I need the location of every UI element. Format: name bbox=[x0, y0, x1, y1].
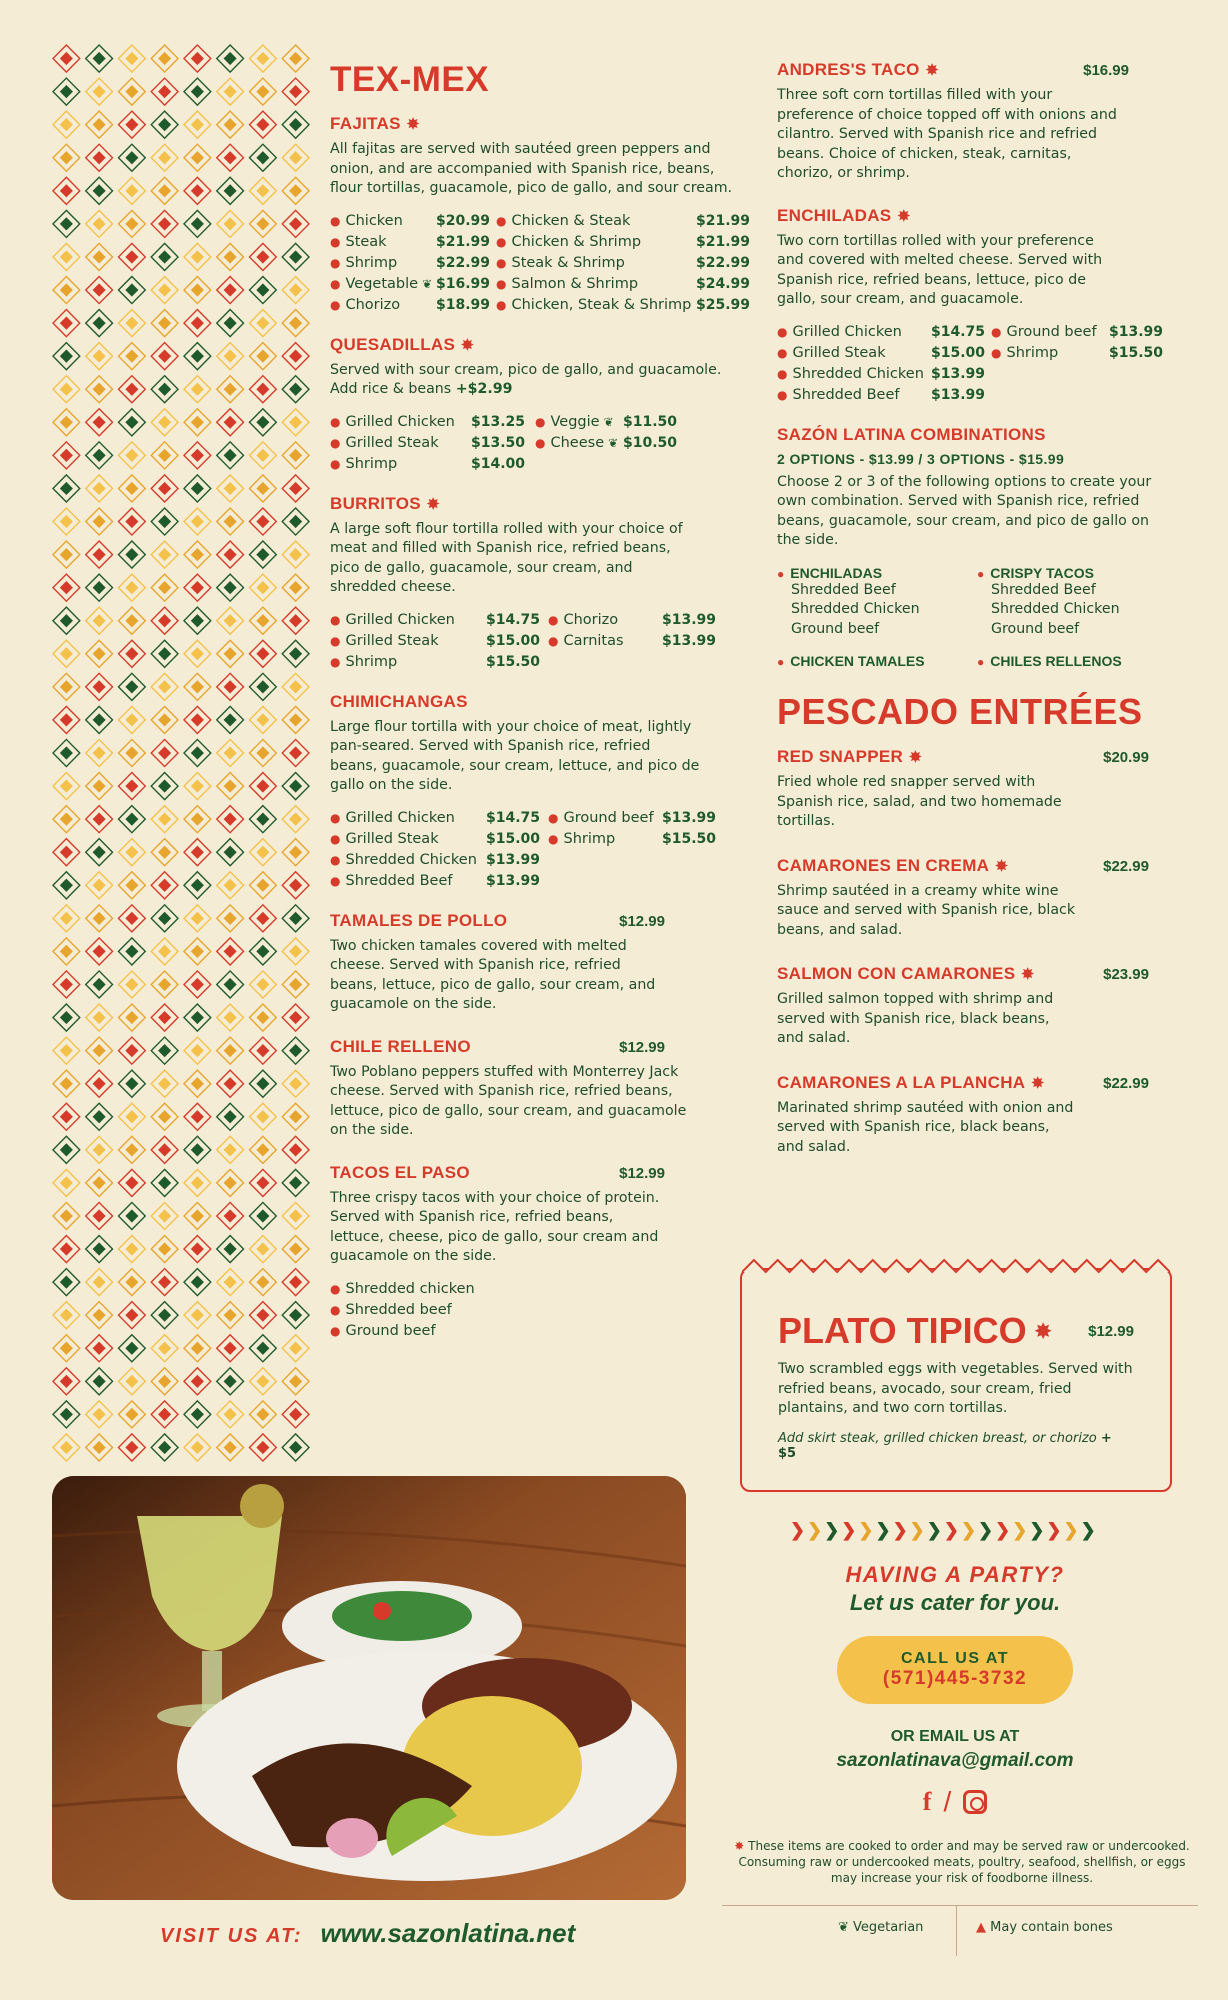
chimichangas-desc: Large flour tortilla with your choice of meat, lightly pan-seared. Served with Spanish rice, refried beans, guacamole, sour cream, lettuce, and pico de gallo on the side. bbox=[330, 718, 700, 793]
combo-rellenos-label: CHILES RELLENOS bbox=[990, 653, 1122, 669]
chevron-icon: ❯ bbox=[1063, 1520, 1079, 1540]
quesadillas-options bbox=[330, 414, 750, 472]
plato-add-text: Add skirt steak, grilled chicken breast, or chorizo bbox=[778, 1430, 1097, 1446]
bullet-icon: ● bbox=[496, 255, 507, 270]
tacos-el-paso-options bbox=[330, 1281, 665, 1339]
bullet-icon: ● bbox=[991, 345, 1002, 360]
combo-sub-item: Shredded Chicken bbox=[791, 601, 920, 617]
menu-option bbox=[330, 852, 540, 868]
menu-option bbox=[330, 234, 490, 250]
bullet-icon: ● bbox=[330, 276, 341, 291]
chevron-icon: ❯ bbox=[1046, 1520, 1062, 1540]
divider: / bbox=[943, 1786, 952, 1817]
option-name: Chorizo bbox=[563, 611, 619, 628]
bullet-icon: ● bbox=[977, 655, 985, 669]
combo-sub-item: Ground beef bbox=[791, 620, 880, 637]
pescado-price: $22.99 bbox=[1103, 857, 1149, 875]
enchiladas-section bbox=[777, 206, 1177, 403]
option-name: Steak & Shrimp bbox=[511, 254, 625, 271]
disclaimer bbox=[730, 1838, 1194, 1886]
cooked-to-order-icon: ✸ bbox=[1034, 1320, 1052, 1343]
option-name: Shrimp bbox=[345, 455, 398, 472]
option-name: Shrimp bbox=[1006, 344, 1059, 361]
menu-option bbox=[330, 435, 525, 451]
tamales-section bbox=[330, 911, 665, 1015]
bullet-icon: ● bbox=[330, 1323, 341, 1338]
food-photo bbox=[52, 1476, 686, 1900]
option-name: Grilled Chicken bbox=[345, 611, 455, 628]
bullet-icon: ● bbox=[977, 566, 985, 581]
burritos-options bbox=[330, 612, 750, 670]
email-link[interactable]: sazonlatinava@gmail.com bbox=[836, 1750, 1074, 1771]
menu-option bbox=[330, 810, 540, 826]
option-price: $13.99 bbox=[930, 365, 985, 382]
option-price: $13.99 bbox=[485, 851, 540, 868]
menu-option bbox=[330, 633, 540, 649]
leaf-icon: ❦ bbox=[838, 1920, 849, 1935]
bullet-icon: ● bbox=[535, 435, 546, 450]
combinations-section bbox=[777, 425, 1177, 670]
option-name: Shredded beef bbox=[345, 1301, 452, 1318]
option-price: $13.99 bbox=[930, 386, 985, 403]
bullet-icon: ● bbox=[330, 633, 341, 648]
option-price: $15.00 bbox=[485, 830, 540, 847]
chevron-icon: ❯ bbox=[807, 1520, 823, 1540]
tacos-el-paso-price: $12.99 bbox=[619, 1164, 665, 1182]
chile-relleno-section bbox=[330, 1036, 687, 1141]
bullet-icon: ● bbox=[548, 633, 559, 648]
pescado-price: $20.99 bbox=[1103, 749, 1149, 766]
option-price: $13.99 bbox=[661, 809, 716, 826]
option-price: $16.99 bbox=[435, 275, 490, 292]
combo-tamales-label: CHICKEN TAMALES bbox=[790, 653, 925, 669]
option-name: Grilled Chicken bbox=[345, 413, 455, 430]
tacos-el-paso-section bbox=[330, 1163, 665, 1339]
quesadillas-desc: Served with sour cream, pico de gallo, and guacamole. Add rice & beans bbox=[330, 361, 722, 397]
legend-divider bbox=[956, 1906, 957, 1956]
cooked-to-order-icon: ✸ bbox=[1031, 1074, 1045, 1092]
call-button[interactable] bbox=[837, 1636, 1073, 1704]
combinations-options bbox=[777, 565, 1177, 670]
chile-relleno-title: CHILE RELLENO bbox=[330, 1036, 471, 1056]
option-price: $22.99 bbox=[695, 254, 750, 271]
bullet-icon: ● bbox=[330, 612, 341, 627]
burritos-section bbox=[330, 494, 750, 670]
option-name: Chicken bbox=[345, 212, 403, 229]
pescado-desc: Fried whole red snapper served with Spanish rice, salad, and two homemade tortillas. bbox=[777, 774, 1062, 829]
option-price: $20.99 bbox=[435, 212, 490, 229]
pescado-heading: PESCADO ENTRÉES bbox=[777, 691, 1143, 732]
fajitas-options bbox=[330, 213, 750, 313]
pescado-title: CAMARONES A LA PLANCHA bbox=[777, 1072, 1026, 1092]
chevron-icon: ❯ bbox=[943, 1520, 959, 1540]
option-name: Shredded Beef bbox=[792, 386, 900, 403]
chevron-icon: ❯ bbox=[960, 1520, 977, 1540]
chevron-icon: ❯ bbox=[1029, 1520, 1045, 1540]
option-name: Shrimp bbox=[345, 254, 398, 271]
bullet-icon: ● bbox=[330, 852, 341, 867]
option-price: $25.99 bbox=[695, 296, 750, 313]
combo-enchiladas bbox=[777, 565, 977, 640]
bullet-icon: ● bbox=[330, 1281, 341, 1296]
footer-visit bbox=[160, 1918, 575, 1949]
plato-title: PLATO TIPICO bbox=[778, 1310, 1027, 1351]
bullet-icon: ● bbox=[330, 213, 341, 228]
menu-option bbox=[991, 345, 1163, 361]
quesadillas-add-price: +$2.99 bbox=[455, 381, 513, 397]
menu-option bbox=[330, 1302, 665, 1318]
menu-option bbox=[496, 276, 750, 292]
menu-option bbox=[330, 831, 540, 847]
disclaimer-text: These items are cooked to order and may be served raw or undercooked. Consuming raw or undercooked meats, poultry, seafood, shellfish, or eggs may increase your risk of foodborne illness. bbox=[738, 1839, 1190, 1885]
bullet-icon: ● bbox=[496, 234, 507, 249]
option-name: Shrimp bbox=[345, 653, 398, 670]
chevron-icon: ❯ bbox=[841, 1520, 857, 1540]
menu-option bbox=[330, 654, 540, 670]
plato-desc: Two scrambled eggs with vegetables. Served with refried beans, avocado, sour cream, fried plantains, and two corn tortillas. bbox=[778, 1361, 1133, 1416]
chevron-icon: ❯ bbox=[1012, 1520, 1028, 1540]
phone-number[interactable]: (571)445-3732 bbox=[882, 1668, 1028, 1689]
decorative-pattern bbox=[50, 42, 312, 1464]
option-price: $22.99 bbox=[435, 254, 490, 271]
plato-add-price: + $5 bbox=[778, 1430, 1112, 1461]
menu-option bbox=[548, 810, 716, 826]
pescado-item bbox=[777, 1073, 1149, 1158]
leaf-icon: ❦ bbox=[608, 435, 619, 450]
bullet-icon: ● bbox=[496, 276, 507, 291]
bullet-icon: ● bbox=[330, 831, 341, 846]
bullet-icon: ● bbox=[330, 234, 341, 249]
option-name: Shredded Chicken bbox=[792, 365, 924, 382]
menu-option bbox=[330, 276, 490, 292]
combinations-pricing: 2 OPTIONS - $13.99 / 3 OPTIONS - $15.99 bbox=[777, 450, 1065, 467]
tacos-el-paso-title: TACOS EL PASO bbox=[330, 1162, 470, 1182]
menu-option bbox=[330, 213, 490, 229]
bullet-icon: ● bbox=[330, 297, 341, 312]
option-name: Chicken, Steak & Shrimp bbox=[511, 296, 692, 313]
option-name: Shredded Chicken bbox=[345, 851, 477, 868]
burritos-title: BURRITOS bbox=[330, 493, 421, 513]
menu-option bbox=[330, 414, 525, 430]
burritos-desc: A large soft flour tortilla rolled with your choice of meat and filled with Spanish rice, refried beans, pico de gallo, guacamole, sour cream, and shredded cheese. bbox=[330, 520, 683, 595]
chevron-icon: ❯ bbox=[978, 1520, 994, 1540]
bullet-icon: ● bbox=[535, 414, 546, 429]
email-label: OR EMAIL US AT bbox=[890, 1728, 1020, 1745]
chimichangas-title: CHIMICHANGAS bbox=[330, 691, 468, 711]
warning-triangle-icon: ▲ bbox=[976, 1920, 986, 1935]
option-price: $18.99 bbox=[435, 296, 490, 313]
combo-crispy-tacos bbox=[977, 565, 1177, 640]
chevron-icon: ❯ bbox=[790, 1520, 806, 1540]
menu-option bbox=[777, 387, 985, 403]
cooked-to-order-icon: ✸ bbox=[426, 495, 440, 513]
bullet-icon: ● bbox=[548, 831, 559, 846]
chevron-icon: ❯ bbox=[824, 1520, 840, 1540]
bullet-icon: ● bbox=[330, 810, 341, 825]
leaf-icon: ❦ bbox=[422, 276, 433, 291]
tex-mex-heading: TEX-MEX bbox=[330, 60, 490, 99]
menu-option bbox=[496, 297, 750, 313]
facebook-icon[interactable]: f bbox=[922, 1787, 932, 1816]
option-name: Grilled Chicken bbox=[345, 809, 455, 826]
pescado-item bbox=[777, 747, 1149, 832]
bullet-icon: ● bbox=[330, 414, 341, 429]
bullet-icon: ● bbox=[777, 345, 788, 360]
instagram-icon[interactable] bbox=[963, 1790, 987, 1814]
option-price: $14.75 bbox=[485, 809, 540, 826]
option-name: Shredded Beef bbox=[345, 872, 453, 889]
option-price: $24.99 bbox=[695, 275, 750, 292]
combo-sub-item: Shredded Beef bbox=[791, 581, 896, 598]
menu-option bbox=[548, 831, 716, 847]
option-name: Shrimp bbox=[563, 830, 616, 847]
quesadillas-title: QUESADILLAS bbox=[330, 334, 456, 354]
option-name: Veggie bbox=[550, 413, 600, 430]
legend-vegetarian: Vegetarian bbox=[853, 1920, 924, 1935]
bullet-icon: ● bbox=[330, 435, 341, 450]
tex-mex-column bbox=[330, 60, 750, 1361]
enchiladas-desc: Two corn tortillas rolled with your preference and covered with melted cheese. Served with Spanish rice, refried beans, lettuce, pico de gallo, sour cream, and guacamole. bbox=[777, 232, 1103, 307]
option-price: $13.99 bbox=[485, 872, 540, 889]
menu-option bbox=[330, 612, 540, 628]
social-links bbox=[780, 1786, 1130, 1818]
chevron-icon: ❯ bbox=[995, 1520, 1011, 1540]
chile-relleno-desc: Two Poblano peppers stuffed with Monterrey Jack cheese. Served with Spanish rice, refried beans, lettuce, pico de gallo, sour cream, and guacamole on the side. bbox=[330, 1063, 687, 1138]
menu-option bbox=[777, 324, 985, 340]
menu-option bbox=[535, 414, 677, 430]
combo-sub-item: Ground beef bbox=[991, 620, 1080, 637]
andres-taco-section bbox=[777, 60, 1129, 184]
option-price: $15.00 bbox=[930, 344, 985, 361]
andres-taco-price: $16.99 bbox=[1083, 62, 1129, 79]
plato-tipico-box bbox=[740, 1268, 1172, 1492]
option-price: $11.50 bbox=[622, 413, 677, 430]
cooked-to-order-icon: ✸ bbox=[995, 857, 1009, 875]
option-name: Grilled Steak bbox=[345, 632, 439, 649]
pescado-price: $23.99 bbox=[1103, 966, 1149, 983]
plato-price: $12.99 bbox=[1088, 1322, 1134, 1340]
chevron-divider bbox=[790, 1520, 1120, 1540]
bullet-icon: ● bbox=[991, 324, 1002, 339]
menu-option bbox=[535, 435, 677, 451]
menu-option bbox=[330, 456, 525, 472]
menu-option bbox=[496, 213, 750, 229]
legend bbox=[722, 1905, 1198, 1955]
option-name: Steak bbox=[345, 233, 387, 250]
cooked-to-order-icon: ✸ bbox=[734, 1839, 745, 1853]
bullet-icon: ● bbox=[777, 655, 785, 669]
option-price: $13.50 bbox=[470, 434, 525, 451]
option-name: Shredded chicken bbox=[345, 1280, 475, 1297]
option-price: $15.50 bbox=[485, 653, 540, 670]
combo-enchiladas-label: ENCHILADAS bbox=[790, 564, 883, 581]
bullet-icon: ● bbox=[548, 810, 559, 825]
menu-option bbox=[330, 873, 540, 889]
option-price: $13.99 bbox=[661, 611, 716, 628]
chimichangas-options bbox=[330, 810, 750, 889]
bullet-icon: ● bbox=[777, 387, 788, 402]
pescado-items bbox=[777, 747, 1177, 1157]
menu-option bbox=[496, 255, 750, 271]
option-price: $21.99 bbox=[695, 212, 750, 229]
option-price: $21.99 bbox=[435, 233, 490, 250]
tacos-el-paso-desc: Three crispy tacos with your choice of protein. Served with Spanish rice, refried beans, lettuce, cheese, pico de gallo, sour cream and guacamole on the side. bbox=[330, 1189, 660, 1264]
option-name: Grilled Chicken bbox=[792, 323, 902, 340]
bullet-icon: ● bbox=[496, 297, 507, 312]
chimichangas-section bbox=[330, 692, 750, 889]
menu-option bbox=[330, 1323, 665, 1339]
party-subtitle: Let us cater for you. bbox=[849, 1590, 1061, 1615]
cooked-to-order-icon: ✸ bbox=[897, 207, 911, 225]
combinations-title: SAZÓN LATINA COMBINATIONS bbox=[777, 424, 1046, 444]
menu-option bbox=[777, 366, 985, 382]
menu-option bbox=[496, 234, 750, 250]
option-name: Cheese bbox=[550, 434, 605, 451]
option-name: Salmon & Shrimp bbox=[511, 275, 639, 292]
chevron-icon: ❯ bbox=[875, 1520, 891, 1540]
pescado-desc: Shrimp sautéed in a creamy white wine sauce and served with Spanish rice, black beans, and salad. bbox=[777, 882, 1076, 938]
combo-chicken-tamales bbox=[777, 653, 977, 669]
bullet-icon: ● bbox=[330, 654, 341, 669]
option-price: $15.50 bbox=[661, 830, 716, 847]
leaf-icon: ❦ bbox=[603, 414, 614, 429]
combinations-desc: Choose 2 or 3 of the following options to create your own combination. Served with Spanish rice, refried beans, guacamole, sour cream, and pico de gallo on the side. bbox=[777, 473, 1152, 548]
menu-option bbox=[330, 297, 490, 313]
chevron-icon: ❯ bbox=[892, 1520, 908, 1540]
fajitas-section bbox=[330, 114, 750, 313]
chevron-icon: ❯ bbox=[1080, 1520, 1096, 1540]
cooked-to-order-icon: ✸ bbox=[1021, 966, 1035, 983]
quesadillas-section bbox=[330, 335, 750, 472]
andres-taco-title: ANDRES'S TACO bbox=[777, 60, 920, 79]
pescado-title: SALMON CON CAMARONES bbox=[777, 964, 1016, 983]
zigzag-border bbox=[742, 1258, 1170, 1278]
call-label: CALL US AT bbox=[900, 1650, 1010, 1667]
tamales-desc: Two chicken tamales covered with melted cheese. Served with Spanish rice, refried beans, lettuce, pico de gallo, sour cream, and guacamole on the side. bbox=[330, 937, 656, 1012]
option-price: $13.25 bbox=[470, 413, 525, 430]
bullet-icon: ● bbox=[330, 873, 341, 888]
option-price: $10.50 bbox=[622, 434, 677, 451]
option-price: $13.99 bbox=[1108, 323, 1163, 340]
option-price: $13.99 bbox=[661, 632, 716, 649]
option-name: Carnitas bbox=[563, 632, 624, 649]
chile-relleno-price: $12.99 bbox=[619, 1038, 665, 1056]
fajitas-desc: All fajitas are served with sautéed green peppers and onion, and are accompanied with Spanish rice, beans, flour tortillas, guacamole, pico de gallo, and sour cream. bbox=[330, 141, 733, 196]
option-name: Ground beef bbox=[345, 1322, 436, 1339]
bullet-icon: ● bbox=[330, 1302, 341, 1317]
fajitas-title: FAJITAS bbox=[330, 114, 401, 133]
enchiladas-title: ENCHILADAS bbox=[777, 205, 892, 225]
option-price: $15.50 bbox=[1108, 344, 1163, 361]
cooked-to-order-icon: ✸ bbox=[909, 749, 922, 766]
menu-option bbox=[548, 633, 716, 649]
bullet-icon: ● bbox=[548, 612, 559, 627]
combo-sub-item: Shredded Chicken bbox=[991, 601, 1120, 617]
option-price: $14.00 bbox=[470, 455, 525, 472]
cooked-to-order-icon: ✸ bbox=[461, 336, 475, 354]
option-price: $14.75 bbox=[930, 323, 985, 340]
bullet-icon: ● bbox=[777, 366, 788, 381]
visit-label: VISIT US AT: bbox=[160, 1925, 303, 1947]
option-name: Chicken & Steak bbox=[511, 212, 631, 229]
right-column bbox=[777, 60, 1177, 1181]
cooked-to-order-icon: ✸ bbox=[925, 62, 939, 79]
bullet-icon: ● bbox=[777, 324, 788, 339]
bullet-icon: ● bbox=[777, 566, 785, 581]
option-name: Ground beef bbox=[1006, 323, 1097, 340]
pescado-desc: Grilled salmon topped with shrimp and served with Spanish rice, black beans, and salad. bbox=[777, 991, 1054, 1046]
website-link[interactable]: www.sazonlatina.net bbox=[320, 1918, 576, 1948]
tamales-title: TAMALES DE POLLO bbox=[330, 910, 508, 930]
chevron-icon: ❯ bbox=[858, 1520, 874, 1540]
bullet-icon: ● bbox=[496, 213, 507, 228]
combo-sub-item: Shredded Beef bbox=[991, 581, 1096, 598]
option-name: Grilled Steak bbox=[345, 434, 439, 451]
option-name: Vegetable bbox=[345, 275, 419, 292]
pescado-title: RED SNAPPER bbox=[777, 747, 904, 766]
pescado-item bbox=[777, 964, 1149, 1049]
chevron-icon: ❯ bbox=[909, 1520, 925, 1540]
option-name: Grilled Steak bbox=[792, 344, 886, 361]
andres-taco-desc: Three soft corn tortillas filled with your preference of choice topped off with onions and cilantro. Served with Spanish rice and refried beans. Choice of chicken, steak, carnitas, chorizo, or shrimp. bbox=[777, 87, 1117, 181]
combo-chiles-rellenos bbox=[977, 653, 1177, 669]
bullet-icon: ● bbox=[330, 456, 341, 471]
party-title: HAVING A PARTY? bbox=[845, 1562, 1065, 1587]
pescado-item bbox=[777, 856, 1149, 941]
menu-option bbox=[991, 324, 1163, 340]
zigzag-line bbox=[742, 1260, 1170, 1272]
menu-option bbox=[777, 345, 985, 361]
option-name: Chicken & Shrimp bbox=[511, 233, 642, 250]
option-price: $21.99 bbox=[695, 233, 750, 250]
combo-crispy-label: CRISPY TACOS bbox=[990, 564, 1094, 581]
enchiladas-options bbox=[777, 324, 1177, 403]
option-price: $15.00 bbox=[485, 632, 540, 649]
option-name: Ground beef bbox=[563, 809, 654, 826]
option-name: Grilled Steak bbox=[345, 830, 439, 847]
pescado-title: CAMARONES EN CREMA bbox=[777, 855, 990, 875]
legend-bones: May contain bones bbox=[990, 1920, 1113, 1935]
pescado-price: $22.99 bbox=[1103, 1074, 1149, 1092]
option-name: Chorizo bbox=[345, 296, 401, 313]
menu-option bbox=[330, 1281, 665, 1297]
tamales-price: $12.99 bbox=[619, 912, 665, 930]
food-illustration bbox=[52, 1476, 686, 1900]
catering-section bbox=[780, 1562, 1130, 1818]
pescado-desc: Marinated shrimp sautéed with onion and served with Spanish rice, black beans, and salad. bbox=[777, 1099, 1074, 1155]
option-price: $14.75 bbox=[485, 611, 540, 628]
chevron-icon: ❯ bbox=[926, 1520, 942, 1540]
menu-option bbox=[548, 612, 716, 628]
cooked-to-order-icon: ✸ bbox=[406, 116, 420, 133]
bullet-icon: ● bbox=[330, 255, 341, 270]
menu-option bbox=[330, 255, 490, 271]
